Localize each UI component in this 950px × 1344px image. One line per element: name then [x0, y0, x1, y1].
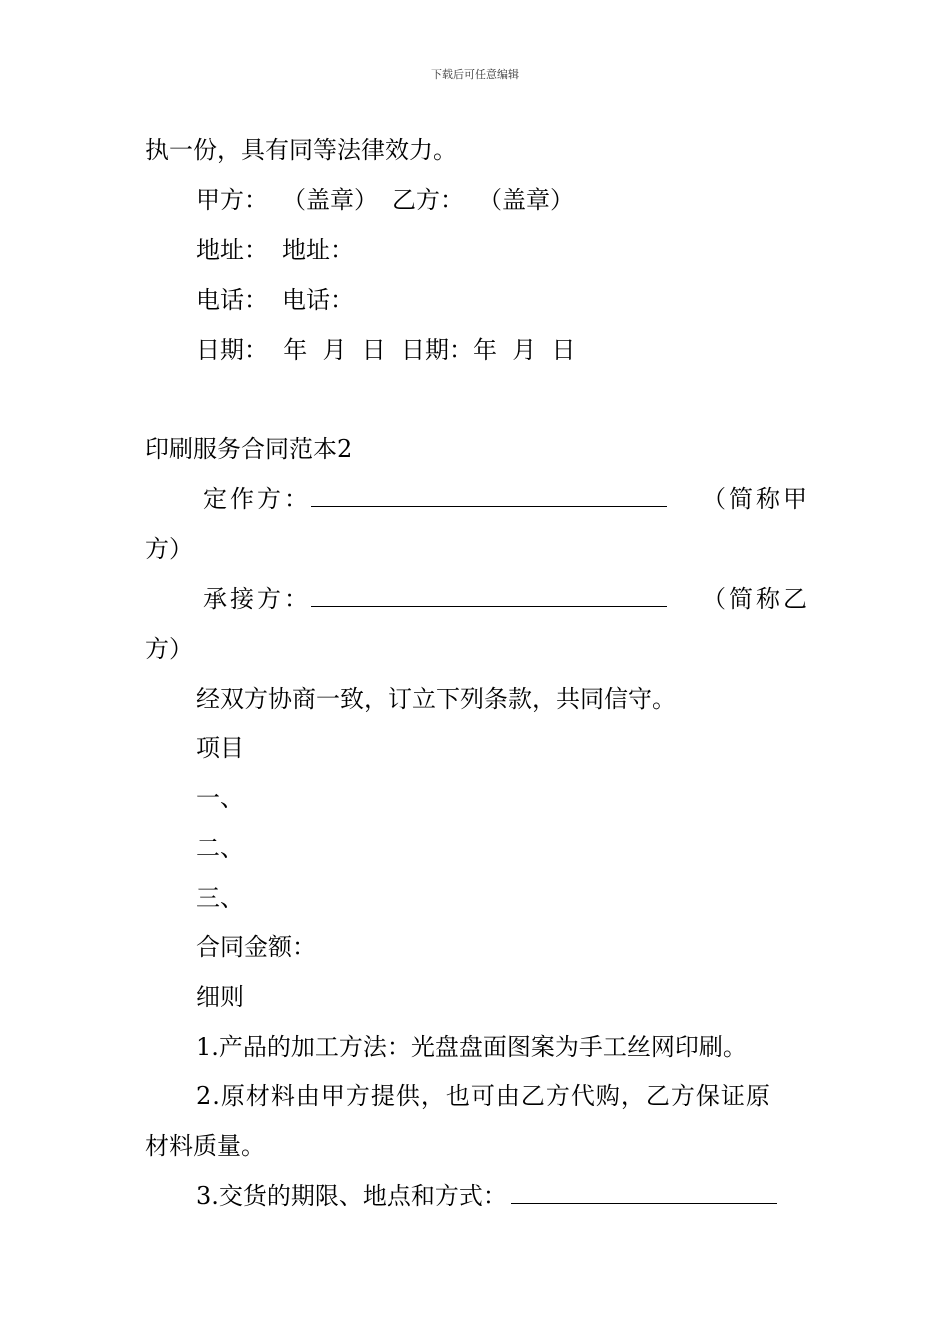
party-b-line — [203, 584, 667, 614]
party-a-address: 地址： — [196, 236, 268, 264]
party-a-label: 甲方： — [196, 186, 268, 214]
party-a-phone: 电话： — [196, 286, 268, 314]
items-heading: 项目 — [196, 734, 244, 762]
clause-2-wrap: 材料质量。 — [145, 1132, 265, 1160]
page-header: 下载后可任意编辑 — [431, 68, 519, 81]
party-a-seal: （盖章） — [282, 186, 378, 214]
clause-1: 1.产品的加工方法：光盘盘面图案为手工丝网印刷。 — [196, 1033, 747, 1061]
party-a-suffix: （简称甲 — [702, 485, 810, 513]
item-1: 一、 — [196, 784, 244, 812]
party-b-date: 年 月 日 — [473, 336, 576, 364]
party-a-line — [203, 484, 667, 514]
party-b-label: 乙方： — [392, 186, 464, 214]
signature-line — [196, 185, 574, 215]
item-3: 三、 — [196, 884, 244, 912]
party-b-date-label: 日期： — [401, 336, 474, 364]
party-b-phone: 电话： — [282, 286, 354, 314]
contract-amount: 合同金额： — [196, 933, 316, 961]
clause-3: 3.交货的期限、地点和方式： — [196, 1182, 507, 1210]
date-line — [196, 335, 576, 365]
clause-2: 2.原材料由甲方提供，也可由乙方代购，乙方保证原 — [196, 1082, 771, 1110]
text-line: 执一份，具有同等法律效力。 — [145, 136, 457, 164]
party-a-suffix-wrap: 方） — [145, 535, 193, 563]
blank-underline — [311, 584, 667, 607]
party-a-label: 定作方： — [203, 485, 311, 513]
party-b-suffix: （简称乙 — [702, 585, 810, 613]
party-a-date-label: 日期： — [196, 336, 268, 364]
section-title: 印刷服务合同范本2 — [145, 435, 353, 463]
party-a-date: 年 月 日 — [283, 336, 386, 364]
party-b-suffix-wrap: 方） — [145, 635, 193, 663]
party-b-label: 承接方： — [203, 585, 311, 613]
blank-underline — [511, 1181, 777, 1204]
blank-underline — [311, 484, 667, 507]
phone-line — [196, 285, 354, 315]
address-line — [196, 235, 354, 265]
party-b-address: 地址： — [282, 236, 354, 264]
details-heading: 细则 — [196, 983, 244, 1011]
party-b-seal: （盖章） — [478, 186, 574, 214]
intro-text: 经双方协商一致，订立下列条款，共同信守。 — [196, 685, 676, 713]
clause-3-line — [196, 1181, 777, 1211]
item-2: 二、 — [196, 834, 244, 862]
